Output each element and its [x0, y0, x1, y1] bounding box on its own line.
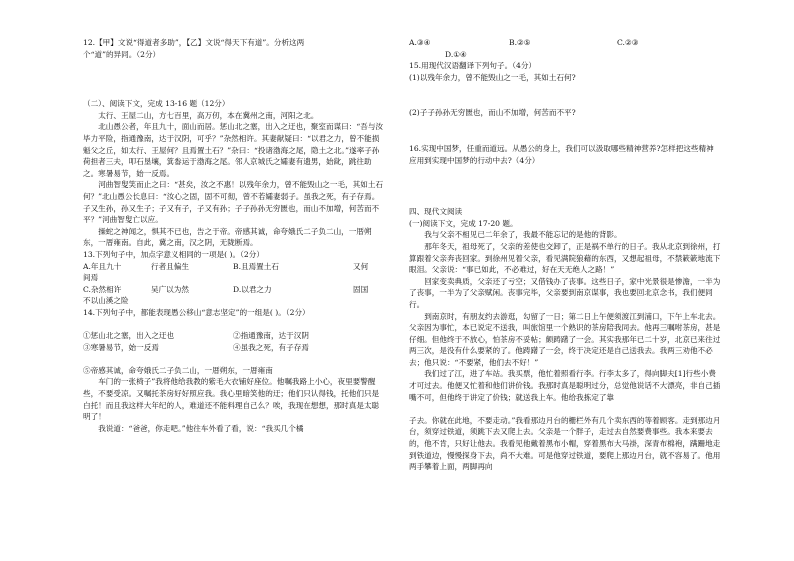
question-12-line-2: 个“道”的异同。（2分）: [83, 49, 161, 59]
essay-paragraph-3: 回家变卖典质，父亲还了亏空；又借钱办了丧事。这些日子，家中光景很是惨澹，一半为了丧事，一半为了父亲赋闲。丧事完毕，父亲要到南京谋事，我也要回北京念书，我们便同行。: [409, 276, 721, 309]
question-14-row-2: [83, 342, 385, 354]
q14-option-d: D.①④: [445, 49, 467, 59]
section-2-title: （二）、阅读下文，完成 13-16 题（12分）: [83, 99, 230, 109]
essay-paragraph-5: 我们过了江，进了车站。我买票，他忙着照看行李。行李太多了，得向脚夫[1]行些小费才可过去。他便又忙着和他们讲价钱。我那时真是聪明过分，总觉他说话不大漂亮，非自己插嘴不可，但他终于讲定了价钱；就送我上车。他给我拣定了靠: [409, 369, 721, 402]
section-4-title: 四、现代文阅读: [409, 207, 463, 217]
right-column: [409, 0, 721, 473]
essay-paragraph-6: 子去。你就在此地，不要走动。”我看那边月台的栅栏外有几个卖东西的等着顾客。走到那边月台，须穿过铁道，须跳下去又爬上去。父亲是一个胖子，走过去自然要费事些。我本来要去的，他不肯，只好让他去。我看见他戴着黑布小帽，穿着黑布大马褂，深青布棉袍，蹒跚地走到铁道边，慢慢探身下去，尚不大难。可是他穿过铁道，要爬上那边月台，就不容易了。他用两手攀着上面，两脚再向: [409, 415, 721, 472]
essay-paragraph-4: 到南京时，有朋友约去游逛，勾留了一日；第二日上午便须渡江到浦口，下午上车北去。父亲因为事忙，本已说定不送我，叫旅馆里一个熟识的茶房陪我同去。他再三嘱咐茶房，甚是仔细。但他终于不放心，怕茶房不妥帖；颇踌躇了一会。其实我那年已二十岁，北京已来往过两三次，是没有什么要紧的了。他踌躇了一会，终于决定还是自己送我去。我两三劝他不必去；他只说：“不要紧，他们去不好！”: [409, 311, 721, 367]
q14-item-4: ④虽我之死，有子存焉: [233, 342, 309, 352]
q13-option-a-pair: 行者且偏生: [151, 261, 189, 271]
q14-item-5: ⑤帝感其诚，命夸娥氏二子负二山，一厝朔东，一厝雍南: [83, 365, 273, 375]
section-4-subtitle: (一)阅读下文，完成 17-20 题。: [409, 218, 518, 228]
essay-paragraph-1: 我与父亲不相见已二年余了，我最不能忘记的是他的背影。: [424, 230, 622, 240]
story-paragraph-1: 车门的一张椅子”我将他给我教的紫毛大衣铺好座位。他嘱我路上小心，夜里要警醒些，不要受凉。又嘱托茶房好好照应我。我心里暗笑他的迂；他们只认得钱，托他们只是白托！而且我这样大年纪的人，难道还不能料理自己么？唉，我现在想想，那时真是太聪明了！: [83, 377, 380, 422]
q13-option-b: B.且焉置土石: [233, 261, 279, 271]
story-paragraph-2: 我说道：“爸爸，你走吧。”他往车外看了看，说：“我买几个橘: [98, 423, 304, 433]
question-15-item-2: (2)子子孙孙无穷匮也，而山不加增，何苦而不平?: [409, 108, 576, 118]
essay-paragraph-2: 那年冬天，祖母死了，父亲的差使也交卸了，正是祸不单行的日子。我从北京到徐州，打算跟着父亲奔丧回家。到徐州见着父亲，看见满院狼藉的东西，又想起祖母，不禁簌簌地流下眼泪。父亲说：“事已如此，不必难过，好在天无绝人之路！”: [409, 241, 721, 275]
q14-item-3: ③寒暑易节，始一反焉: [83, 342, 159, 352]
question-15-stem: 15.用现代汉语翻译下列句子。（4分）: [409, 61, 537, 71]
question-14-row-1: [83, 330, 385, 342]
q13-option-c: C.杂然相许: [83, 284, 122, 294]
passage-paragraph-1: 太行、王屋二山，方七百里，高万仞，本在冀州之南，河阳之北。: [98, 110, 319, 120]
q14-option-c: C.②③: [617, 38, 639, 47]
question-13-stem: 13.下列句子中，加点字意义相同的一项是( )。（2分）: [83, 249, 264, 259]
passage-paragraph-2: 北山愚公者，年且九十，面山而居。惩山北之塞，出入之迂也，聚室而谋曰：“吾与汝毕力平险，指通豫南，达于汉阴，可乎？”杂然相许。其妻献疑曰：“以君之力，曾不能损魁父之丘，如太行、王屋何？且焉置土石？”杂曰：“投诸渤海之尾，隐土之北。”遂率子孙荷担者三夫，叩石垦壤，箕畚运于渤海之尾。邻人京城氏之孀妻有遗男，始龀，跳往助之。寒暑易节，始一反焉。: [83, 122, 384, 178]
q14-item-2: ②指通豫南，达于汉阴: [233, 331, 309, 341]
q13-option-b-pair: 又何: [353, 261, 369, 271]
passage-paragraph-4: 操蛇之神闻之，惧其不已也，告之于帝。帝感其诚，命夸娥氏二子负二山，一厝朔东，一厝雍南。自此，冀之南，汉之阴，无陇断焉。: [83, 226, 372, 248]
q13-option-d-pair: 固国: [353, 284, 369, 294]
question-12-line-1: 12.【甲】文说“得道者多助”，【乙】文说“得天下有道”。分析这两: [83, 38, 305, 47]
q13-continuation-1: 间焉: [83, 273, 99, 283]
q14-item-1: ①惩山北之塞，出入之迂也: [83, 331, 175, 341]
passage-paragraph-3: 河曲智叟笑而止之曰：“甚矣，汝之不惠！以残年余力，曾不能毁山之一毛，其如土石何？”北山愚公长息曰：“汝心之固，固不可彻，曾不若孀妻弱子。虽我之死，有子存焉。子又生孙，孙又生子；子又有子，子又有孙；子子孙孙无穷匮也，而山不加增，何苦而不平？”河曲智叟亡以应。: [83, 180, 384, 225]
q13-option-c-pair: 吴广以为然: [151, 284, 189, 294]
q14-options-row-1: [409, 37, 721, 49]
q13-option-d: D.以君之力: [233, 284, 272, 294]
left-column: [83, 0, 385, 434]
question-13-row-2: [83, 284, 385, 296]
q13-continuation-2: 不以山溪之险: [83, 296, 129, 306]
q14-options-row-2: [409, 49, 721, 61]
q13-option-a: A.年且九十: [83, 261, 122, 271]
q14-option-a: A.③④: [409, 38, 431, 47]
question-16: 16.实现中国梦，任重而道远。从愚公的身上，我们可以汲取哪些精神营养?怎样把这些精神应用到实现中国梦的行动中去?（4分）: [409, 143, 714, 165]
question-13-row-1: [83, 261, 385, 273]
question-15-item-1: (1)以残年余力，曾不能毁山之一毛，其如土石何?: [409, 72, 576, 82]
q14-option-b: B.②⑤: [509, 38, 531, 47]
question-14-stem: 14.下列句子中，都能表现愚公移山“意志坚定”的一组是( )。（2分）: [83, 307, 310, 317]
